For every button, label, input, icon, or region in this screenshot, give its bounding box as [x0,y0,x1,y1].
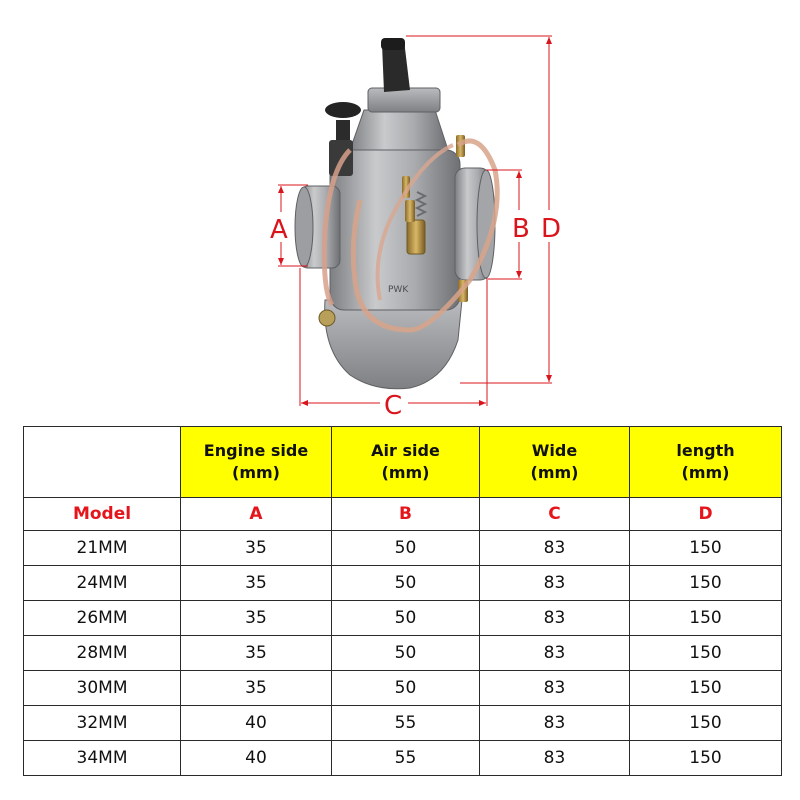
table-row [24,741,782,776]
letter-cell-c: C [480,498,630,531]
header-wide: Wide (mm) [480,427,630,498]
model-cell: 26MM [24,601,181,636]
table-letter-row [24,498,782,531]
model-cell: 32MM [24,706,181,741]
model-cell: 34MM [24,741,181,776]
air-side-cell: 50 [332,671,480,706]
dimension-spec-table [23,426,782,776]
table-row [24,671,782,706]
model-cell: 28MM [24,636,181,671]
wide-cell: 83 [480,706,630,741]
engine-side-cell: 35 [181,601,332,636]
length-cell: 150 [630,706,782,741]
length-cell: 150 [630,671,782,706]
model-cell: 21MM [24,531,181,566]
wide-cell: 83 [480,741,630,776]
dimension-b-label: B [512,214,530,244]
wide-cell: 83 [480,566,630,601]
engine-side-cell: 35 [181,671,332,706]
wide-cell: 83 [480,671,630,706]
pwk-stamp: PWK [388,285,409,295]
wide-cell: 83 [480,531,630,566]
air-side-cell: 50 [332,566,480,601]
engine-side-cell: 40 [181,706,332,741]
header-blank-cell [24,427,181,498]
table-row [24,636,782,671]
letter-cell-model: Model [24,498,181,531]
letter-cell-d: D [630,498,782,531]
model-cell: 24MM [24,566,181,601]
header-length: length (mm) [630,427,782,498]
carburetor-photo [295,38,497,389]
table-row [24,601,782,636]
air-side-cell: 55 [332,706,480,741]
header-engine-side: Engine side (mm) [181,427,332,498]
table-row [24,531,782,566]
engine-side-cell: 35 [181,636,332,671]
length-cell: 150 [630,636,782,671]
table-header-row [24,427,782,498]
air-side-cell: 55 [332,741,480,776]
length-cell: 150 [630,601,782,636]
engine-side-cell: 35 [181,566,332,601]
engine-side-cell: 40 [181,741,332,776]
dimension-a-label: A [270,215,288,245]
model-cell: 30MM [24,671,181,706]
dimension-d-label: D [541,214,562,244]
air-side-cell: 50 [332,601,480,636]
table-row [24,706,782,741]
letter-cell-a: A [181,498,332,531]
header-air-side: Air side (mm) [332,427,480,498]
wide-cell: 83 [480,601,630,636]
air-side-cell: 50 [332,636,480,671]
table-row [24,566,782,601]
engine-side-cell: 35 [181,531,332,566]
letter-cell-b: B [332,498,480,531]
air-side-cell: 50 [332,531,480,566]
length-cell: 150 [630,566,782,601]
length-cell: 150 [630,741,782,776]
dimension-c-label: C [384,391,403,420]
wide-cell: 83 [480,636,630,671]
length-cell: 150 [630,531,782,566]
